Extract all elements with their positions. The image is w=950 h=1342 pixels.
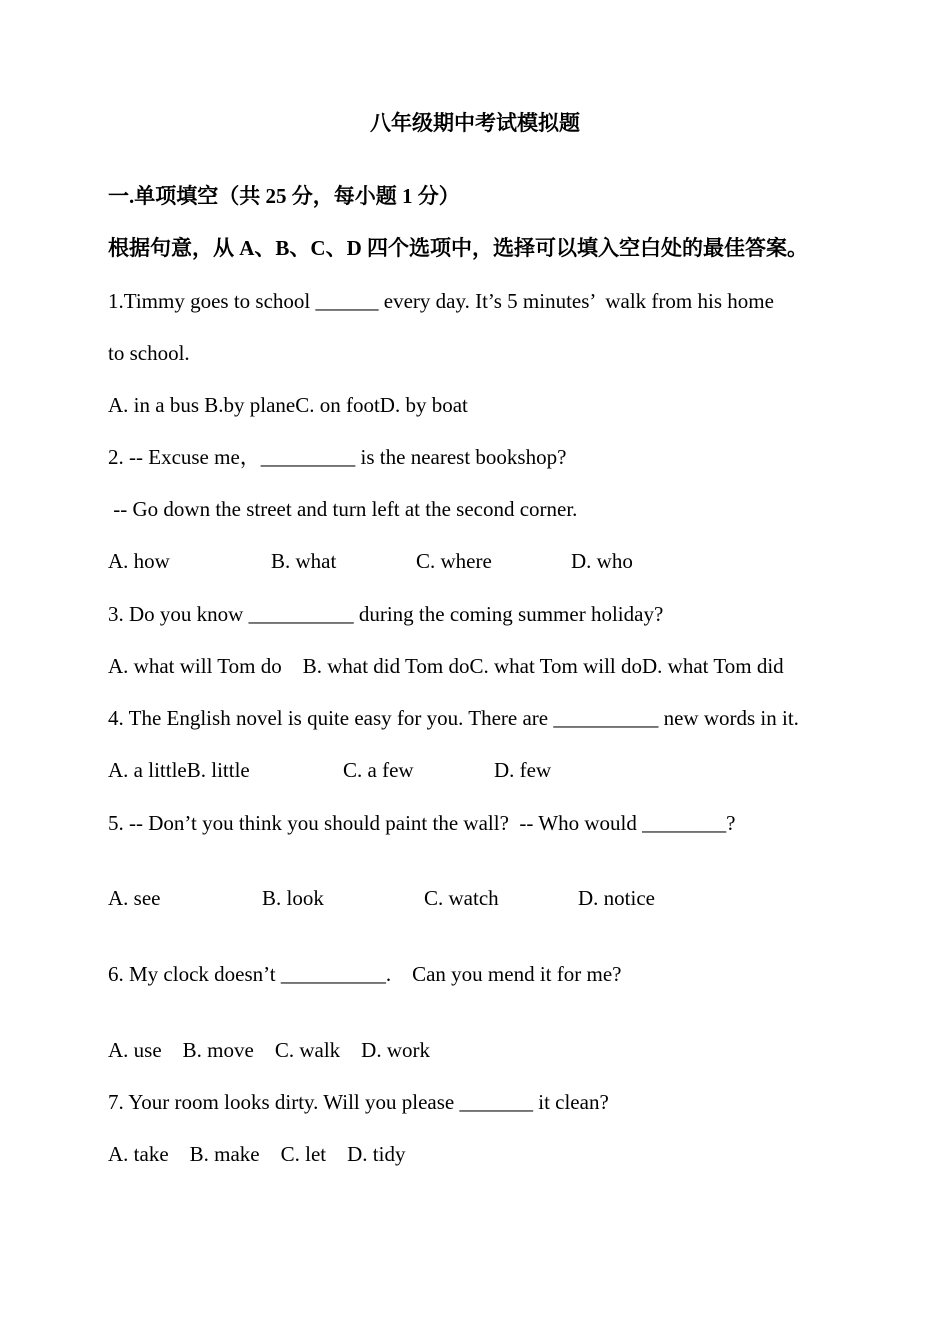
option-d: D. who (571, 549, 633, 573)
option-b: B. look (262, 886, 324, 910)
option-c: C. a few (343, 758, 414, 782)
option-a: A. how (108, 549, 170, 573)
question-options: A. take B. make C. let D. tidy (108, 1142, 406, 1166)
option-c: C. where (416, 549, 492, 573)
page-title: 八年级期中考试模拟题 (370, 111, 580, 135)
question-stem: 7. Your room looks dirty. Will you please _______ it clean? (108, 1090, 609, 1114)
question-options: A. what will Tom do B. what did Tom doC. what Tom will doD. what Tom did (108, 654, 784, 678)
option-d: D. few (494, 758, 552, 782)
question-stem: 2. -- Excuse me，_________ is the nearest bookshop? (108, 445, 567, 469)
question-options: A. use B. move C. walk D. work (108, 1038, 430, 1062)
option-c: C. watch (424, 886, 499, 910)
section-heading: 一.单项填空（共 25 分，每小题 1 分） (108, 184, 460, 208)
option-a-b: A. a littleB. little (108, 758, 250, 782)
question-stem: 3. Do you know __________ during the coming summer holiday? (108, 602, 664, 626)
question-stem: 4. The English novel is quite easy for you. There are __________ new words in it. (108, 706, 799, 730)
option-d: D. notice (578, 886, 655, 910)
question-stem-continued: -- Go down the street and turn left at the second corner. (108, 497, 578, 521)
option-b: B. what (271, 549, 337, 573)
question-stem-continued: to school. (108, 341, 190, 365)
question-stem: 5. -- Don’t you think you should paint the wall? -- Who would ________? (108, 811, 736, 835)
question-stem: 6. My clock doesn’t __________. Can you mend it for me? (108, 962, 622, 986)
question-stem: 1.Timmy goes to school ______ every day. It’s 5 minutes’ walk from his home (108, 289, 774, 313)
option-a: A. see (108, 886, 161, 910)
question-options: A. in a bus B.by planeC. on footD. by boat (108, 393, 468, 417)
instruction-text: 根据句意，从 A、B、C、D 四个选项中，选择可以填入空白处的最佳答案。 (108, 236, 809, 260)
